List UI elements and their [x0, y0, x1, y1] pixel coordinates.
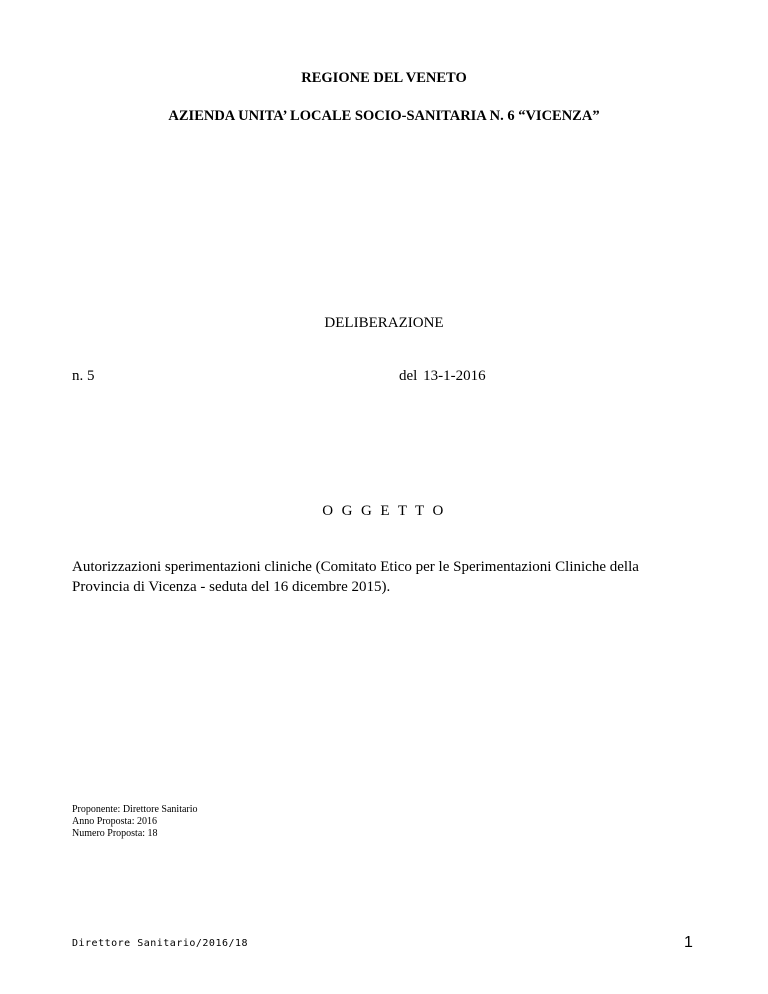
- footer-reference: Direttore Sanitario/2016/18: [72, 938, 249, 949]
- page-number: 1: [684, 934, 693, 951]
- deliberazione-date: del 13-1-2016: [399, 368, 486, 384]
- anno-proposta-label: Anno Proposta: 2016: [72, 816, 157, 827]
- azienda-heading: AZIENDA UNITA’ LOCALE SOCIO-SANITARIA N. 6 “VICENZA”: [168, 108, 600, 124]
- region-heading: REGIONE DEL VENETO: [301, 70, 467, 86]
- oggetto-text: Autorizzazioni sperimentazioni cliniche (Comitato Etico per le Sperimentazioni Cliniche della Provincia di Vicenza - seduta del 16 dicembre 2015).: [72, 559, 639, 595]
- proponente-label: Proponente: Direttore Sanitario: [72, 804, 198, 815]
- deliberazione-number: n. 5: [72, 368, 95, 384]
- deliberazione-title: DELIBERAZIONE: [324, 315, 444, 331]
- oggetto-heading: O G G E T T O: [322, 503, 446, 519]
- numero-proposta-label: Numero Proposta: 18: [72, 828, 158, 839]
